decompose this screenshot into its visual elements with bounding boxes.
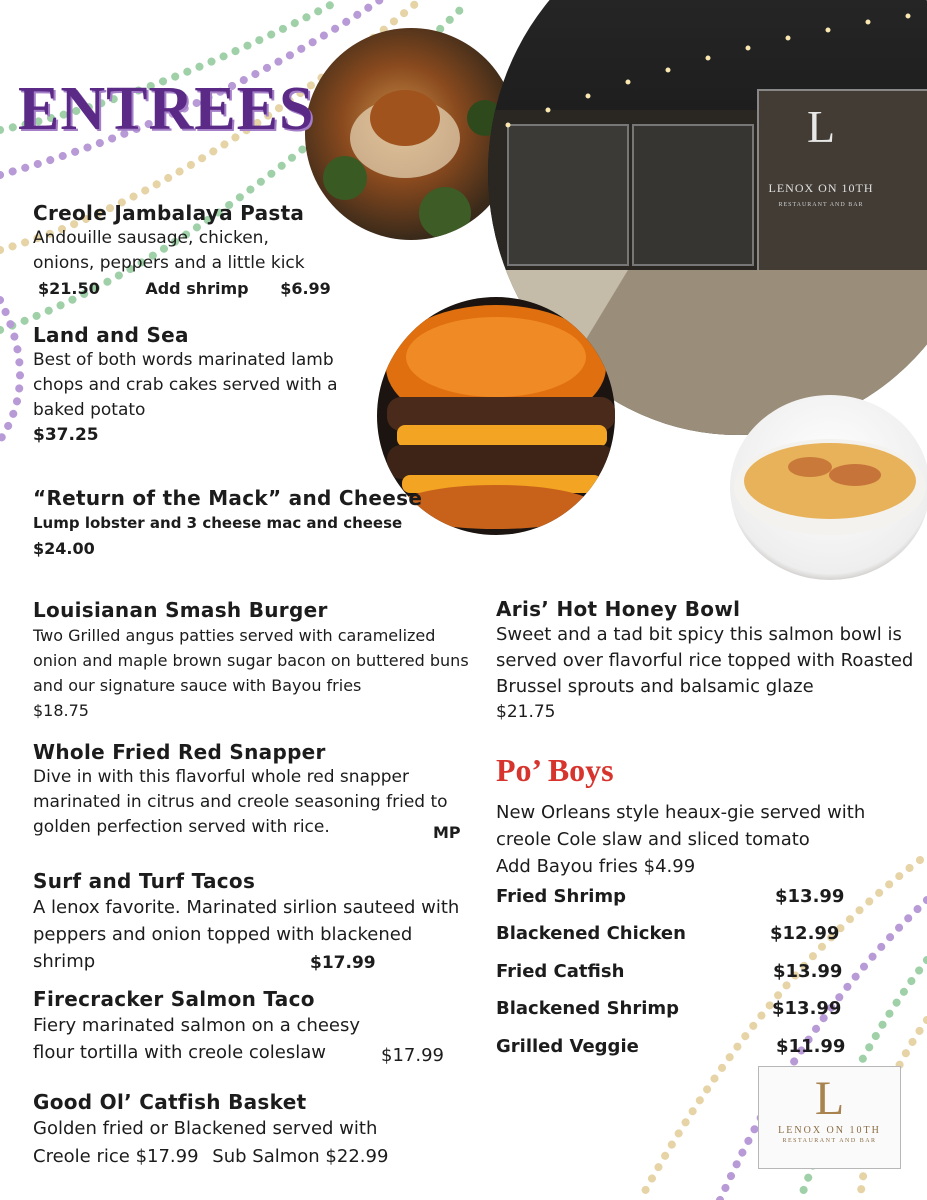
poboy-name: Grilled Veggie [496,1036,639,1057]
item-price: $17.99 [381,1045,444,1066]
poboys-intro [496,799,921,880]
item-name: Whole Fried Red Snapper [33,740,326,764]
menu-item-mac-and-cheese [33,485,453,561]
item-name: Land and Sea [33,323,189,347]
poboy-name: Blackened Shrimp [496,998,680,1019]
item-sub-price: Sub Salmon $22.99 [212,1146,389,1167]
item-price: $37.25 [33,425,99,445]
item-desc: Lump lobster and 3 cheese mac and cheese [33,514,403,532]
item-name: Louisianan Smash Burger [33,598,328,622]
poboy-price: $12.99 [770,923,840,944]
poboy-price: $11.99 [776,1036,846,1057]
poboy-price: $13.99 [773,961,843,982]
poboy-row [496,998,846,1026]
item-name: Firecracker Salmon Taco [33,987,315,1011]
menu-item-jambalaya [33,200,333,301]
menu-item-land-and-sea [33,322,373,448]
item-desc: Best of both words marinated lamb chops and crab cakes served with a baked potato [33,350,338,420]
item-desc: A lenox favorite. Marinated sirlion sauteed with peppers and onion topped with blackened shrimp [33,897,460,972]
menu-item-red-snapper [33,739,478,840]
poboy-price: $13.99 [772,998,842,1019]
item-desc: Two Grilled angus patties served with caramelized onion and maple brown sugar bacon on buttered buns and our signature sauce with Bayou fries [33,626,469,695]
item-name: Surf and Turf Tacos [33,869,256,893]
poboys-desc: New Orleans style heaux-gie served with creole Cole slaw and sliced tomato [496,802,866,850]
menu-item-smash-burger [33,597,478,723]
storefront-sign-name: LENOX ON 10TH [768,181,874,195]
item-addon-price: $6.99 [280,279,331,298]
item-addon: Add shrimp [145,279,249,298]
poboy-row [496,923,846,951]
item-desc: Sweet and a tad bit spicy this salmon bowl is served over flavorful rice topped with Roasted Brussel sprouts and balsamic glaze [496,624,914,697]
restaurant-logo [758,1066,901,1169]
poboy-row [496,886,846,914]
item-desc: Fiery marinated salmon on a cheesy flour tortilla with creole coleslaw [33,1015,361,1063]
poboy-row [496,1036,846,1064]
item-price: $21.50 [38,279,100,298]
menu-item-hot-honey-bowl [496,596,921,725]
storefront-sign-letter: L [806,101,836,152]
item-desc: Andouille sausage, chicken, onions, peppers and a little kick [33,228,305,273]
menu-item-catfish-basket [33,1089,453,1171]
item-name: Good Ol’ Catfish Basket [33,1090,307,1114]
poboys-title: Po’ Boys [496,752,614,788]
poboys-addon: Add Bayou fries $4.99 [496,856,696,877]
item-price: $17.99 [310,953,376,973]
storefront-sign-tagline: RESTAURANT AND BAR [778,202,864,208]
page-title: ENTREES [18,75,315,143]
poboy-name: Fried Shrimp [496,886,627,907]
poboy-name: Blackened Chicken [496,923,686,944]
menu-item-salmon-taco [33,986,453,1066]
item-name: Creole Jambalaya Pasta [33,201,305,225]
item-price: $17.99 [135,1146,199,1167]
menu-item-surf-turf-tacos [33,868,473,975]
item-price: $24.00 [33,539,95,558]
item-price: MP [433,823,461,842]
item-desc: Golden fried or Blackened served with Creole rice [33,1118,378,1167]
item-price: $21.75 [496,702,556,722]
item-price: $18.75 [33,701,89,720]
poboy-row [496,961,846,989]
item-name: “Return of the Mack” and Cheese [33,486,423,510]
item-name: Aris’ Hot Honey Bowl [496,597,741,621]
logo-tagline: RESTAURANT AND BAR [782,1138,877,1144]
logo-name: LENOX ON 10TH [778,1125,881,1136]
poboy-name: Fried Catfish [496,961,625,982]
mac-and-cheese-photo [730,395,927,580]
jambalaya-pasta-photo [305,28,517,240]
item-desc: Dive in with this flavorful whole red snapper marinated in citrus and creole seasoning fried to golden perfection served with rice. [33,767,448,837]
logo-letter: L [814,1072,845,1125]
poboy-price: $13.99 [775,886,845,907]
